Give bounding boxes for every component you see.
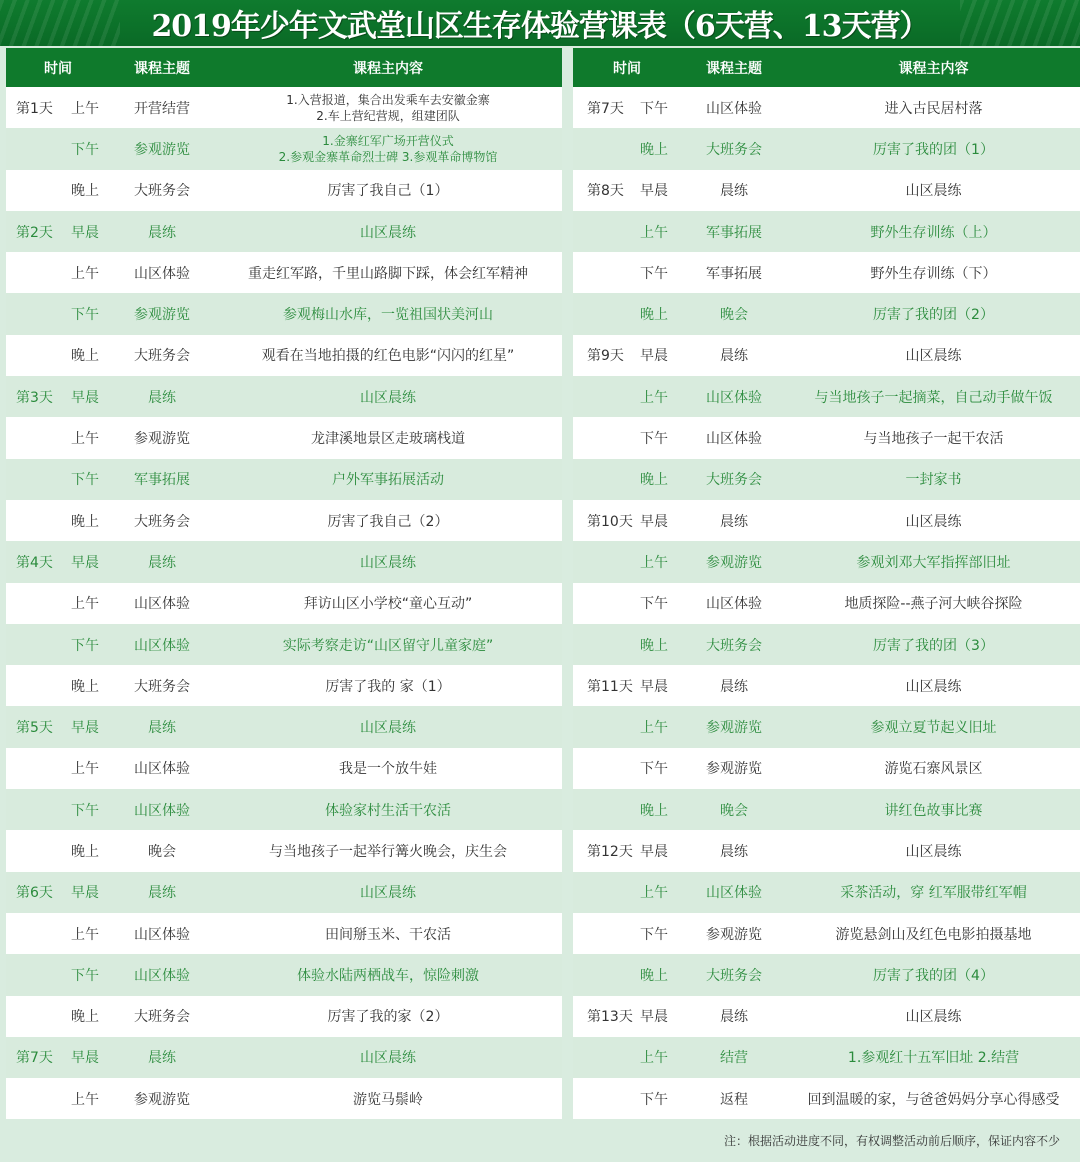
row-day: 第10天 [587,513,633,530]
schedule-table-left [6,48,562,1119]
row-content: 厉害了我的 家（1） [325,678,451,695]
table-row [573,252,1080,293]
row-theme: 参观游览 [706,554,762,571]
row-day: 第9天 [587,348,624,365]
header-content: 课程主内容 [898,60,969,77]
title-banner [0,0,1080,46]
table-row [573,541,1080,582]
row-theme: 军事拓展 [706,224,762,241]
header-time: 时间 [44,60,72,77]
row-theme: 晨练 [720,843,748,860]
row-period: 早晨 [71,1050,99,1067]
row-content: 观看在当地拍摄的红色电影“闪闪的红星” [261,348,515,365]
table-body [6,87,562,1119]
row-theme: 晨练 [148,720,176,737]
row-theme: 大班务会 [134,678,190,695]
table-row [6,830,562,871]
row-period: 早晨 [71,224,99,241]
row-theme: 山区体验 [134,802,190,819]
row-content: 山区晨练 [905,843,962,860]
row-theme: 山区体验 [134,265,190,282]
row-theme: 山区体验 [706,596,762,613]
table-row [573,748,1080,789]
row-period: 上午 [71,1091,99,1108]
table-header [6,48,562,87]
row-content: 体验水陆两栖战车，惊险刺激 [297,967,479,984]
row-content: 厉害了我自己（2） [327,513,449,530]
row-period: 早晨 [640,1009,668,1026]
row-theme: 晨练 [720,678,748,695]
row-period: 晚上 [640,141,668,158]
row-theme: 山区体验 [134,637,190,654]
row-period: 下午 [71,307,99,324]
schedule-table-right [573,48,1080,1119]
row-content: 拜访山区小学校“童心互动” [303,596,473,613]
row-content: 山区晨练 [360,1050,416,1067]
table-row [573,1078,1080,1119]
row-theme: 军事拓展 [134,472,190,489]
row-period: 上午 [71,431,99,448]
row-theme: 大班务会 [706,967,762,984]
row-theme: 返程 [720,1091,748,1108]
row-content: 参观立夏节起义旧址 [870,720,997,737]
row-content: 厉害了我的团（3） [873,637,994,654]
table-row [6,624,562,665]
table-row [573,1037,1080,1078]
row-period: 上午 [71,265,99,282]
row-theme: 晨练 [148,885,176,902]
row-period: 晚上 [71,513,99,530]
row-content: 山区晨练 [360,554,416,571]
table-row [573,459,1080,500]
row-period: 下午 [640,926,668,943]
row-theme: 参观游览 [706,761,762,778]
row-period: 下午 [640,100,668,117]
row-content-line: 2.车上营纪营规，组建团队 [316,108,460,123]
table-row [573,170,1080,211]
row-theme: 山区体验 [134,926,190,943]
row-content: 厉害了我的团（1） [873,141,994,158]
row-content: 山区晨练 [360,224,416,241]
row-period: 上午 [640,1050,668,1067]
row-content: 山区晨练 [905,678,962,695]
header-content: 课程主内容 [353,60,423,77]
row-content: 与当地孩子一起干农活 [863,431,1004,448]
page-title: 2019年少年文武堂山区生存体验营课表（6天营、13天营） [151,9,929,44]
row-period: 早晨 [640,513,668,530]
table-row [6,706,562,747]
row-content: 游览石寨风景区 [884,761,983,778]
table-row [573,500,1080,541]
row-content: 山区晨练 [905,1009,962,1026]
row-theme: 晨练 [148,389,176,406]
table-row [6,128,562,169]
table-row [573,376,1080,417]
table-row [6,541,562,582]
row-theme: 大班务会 [134,513,190,530]
row-day: 第2天 [16,224,53,241]
row-theme: 晨练 [148,224,176,241]
row-content: 我是一个放牛娃 [339,761,437,778]
row-content: 地质探险--燕子河大峡谷探险 [844,596,1023,613]
row-theme: 山区体验 [706,100,762,117]
row-period: 早晨 [640,678,668,695]
row-day: 第11天 [587,678,633,695]
row-content: 体验家村生活干农活 [325,802,451,819]
row-period: 晚上 [640,307,668,324]
row-theme: 晚会 [720,307,748,324]
table-row [6,872,562,913]
row-theme: 结营 [720,1050,748,1067]
row-content: 山区晨练 [905,348,962,365]
row-period: 下午 [71,637,99,654]
row-period: 上午 [71,100,99,117]
row-content: 游览马鬃岭 [353,1091,423,1108]
table-row [6,170,562,211]
row-content: 野外生存训练（上） [870,224,997,241]
row-content: 参观刘邓大军指挥部旧址 [856,554,1011,571]
table-row [6,996,562,1037]
row-period: 下午 [71,802,99,819]
row-period: 下午 [71,967,99,984]
row-theme: 参观游览 [134,431,190,448]
row-content: 田间掰玉米、干农活 [325,926,451,943]
row-content: 游览悬剑山及红色电影拍摄基地 [835,926,1032,943]
table-row [573,211,1080,252]
row-theme: 大班务会 [706,141,762,158]
row-period: 上午 [640,885,668,902]
row-content: 山区晨练 [360,720,416,737]
row-theme: 参观游览 [706,720,762,737]
row-theme: 山区体验 [706,431,762,448]
table-row [6,335,562,376]
row-theme: 大班务会 [134,183,190,200]
footnote: 注：根据活动进度不同，有权调整活动前后顺序，保证内容不少 [723,1134,1060,1148]
row-content: 一封家书 [905,472,962,489]
table-row [6,954,562,995]
row-theme: 晨练 [148,554,176,571]
row-content: 厉害了我的家（2） [327,1009,449,1026]
row-period: 下午 [640,596,668,613]
row-content: 厉害了我自己（1） [327,183,449,200]
row-period: 下午 [640,761,668,778]
row-day: 第12天 [587,843,633,860]
banner-texture [960,0,1080,46]
row-theme: 山区体验 [134,967,190,984]
row-content: 山区晨练 [905,513,962,530]
row-day: 第3天 [16,389,53,406]
row-content-line: 2.参观金寨革命烈士碑 3.参观革命博物馆 [278,149,498,164]
table-row [573,830,1080,871]
row-period: 上午 [640,389,668,406]
row-theme: 山区体验 [134,596,190,613]
row-content [214,133,562,165]
row-content: 山区晨练 [360,885,416,902]
row-period: 晚上 [640,802,668,819]
row-content: 采茶活动，穿 红军服带红军帽 [840,885,1027,902]
row-content: 与当地孩子一起摘菜，自己动手做午饭 [814,389,1053,406]
row-period: 晚上 [71,1009,99,1026]
row-period: 上午 [71,926,99,943]
row-content: 讲红色故事比赛 [884,802,983,819]
table-row [6,459,562,500]
table-row [573,996,1080,1037]
table-row [6,211,562,252]
row-theme: 山区体验 [706,389,762,406]
row-content: 野外生存训练（下） [870,265,997,282]
table-row [6,252,562,293]
row-day: 第7天 [587,100,624,117]
table-row [6,87,562,128]
table-row [573,665,1080,706]
table-row [6,583,562,624]
row-period: 早晨 [71,885,99,902]
header-time: 时间 [613,60,641,77]
table-row [6,417,562,458]
table-row [6,1078,562,1119]
row-theme: 大班务会 [134,348,190,365]
row-day: 第4天 [16,554,53,571]
row-content [214,92,562,124]
row-content: 回到温暖的家，与爸爸妈妈分享心得感受 [807,1091,1060,1108]
row-content: 厉害了我的团（2） [873,307,994,324]
table-row [573,128,1080,169]
row-theme: 大班务会 [134,1009,190,1026]
row-theme: 参观游览 [706,926,762,943]
row-content: 1.参观红十五军旧址 2.结营 [847,1050,1020,1067]
row-period: 上午 [71,596,99,613]
banner-texture [0,0,120,46]
row-period: 下午 [71,472,99,489]
row-period: 早晨 [640,843,668,860]
table-header [573,48,1080,87]
row-period: 早晨 [640,348,668,365]
row-day: 第1天 [16,100,53,117]
table-row [573,417,1080,458]
row-period: 上午 [640,224,668,241]
row-day: 第5天 [16,720,53,737]
row-period: 晚上 [71,348,99,365]
table-row [573,789,1080,830]
row-theme: 晨练 [720,348,748,365]
row-content: 山区晨练 [905,183,962,200]
table-row [573,624,1080,665]
row-theme: 大班务会 [706,472,762,489]
table-row [573,335,1080,376]
row-theme: 晚会 [148,843,176,860]
table-body [573,87,1080,1119]
header-theme: 课程主题 [134,60,190,77]
row-theme: 晚会 [720,802,748,819]
row-content-line: 1.入营报道，集合出发乘车去安徽金寨 [286,92,490,107]
row-theme: 军事拓展 [706,265,762,282]
row-content: 实际考察走访“山区留守儿童家庭” [282,637,494,654]
row-period: 晚上 [640,967,668,984]
table-row [6,293,562,334]
row-day: 第6天 [16,885,53,902]
row-theme: 参观游览 [134,307,190,324]
row-period: 晚上 [640,637,668,654]
row-theme: 山区体验 [134,761,190,778]
row-period: 下午 [640,1091,668,1108]
row-period: 晚上 [71,183,99,200]
row-theme: 大班务会 [706,637,762,654]
row-theme: 晨练 [720,1009,748,1026]
row-theme: 晨练 [148,1050,176,1067]
header-theme: 课程主题 [706,60,762,77]
table-row [6,748,562,789]
row-theme: 晨练 [720,513,748,530]
table-row [573,954,1080,995]
row-theme: 晨练 [720,183,748,200]
table-row [573,913,1080,954]
row-period: 晚上 [71,843,99,860]
row-period: 上午 [640,554,668,571]
row-period: 晚上 [640,472,668,489]
table-row [6,1037,562,1078]
row-content: 龙津溪地景区走玻璃栈道 [311,431,465,448]
table-row [6,913,562,954]
row-period: 晚上 [71,678,99,695]
row-period: 早晨 [71,554,99,571]
row-theme: 参观游览 [134,141,190,158]
row-period: 早晨 [71,720,99,737]
table-row [6,500,562,541]
table-row [6,376,562,417]
row-period: 上午 [640,720,668,737]
row-content: 山区晨练 [360,389,416,406]
row-content: 厉害了我的团（4） [873,967,994,984]
table-row [573,293,1080,334]
row-day: 第7天 [16,1050,53,1067]
row-content: 与当地孩子一起举行篝火晚会，庆生会 [269,843,507,860]
row-theme: 开营结营 [134,100,190,117]
row-day: 第13天 [587,1009,633,1026]
row-period: 早晨 [640,183,668,200]
table-row [6,665,562,706]
row-period: 下午 [71,141,99,158]
table-row [573,583,1080,624]
table-row [573,87,1080,128]
row-period: 上午 [71,761,99,778]
row-period: 早晨 [71,389,99,406]
table-row [6,789,562,830]
row-theme: 参观游览 [134,1091,190,1108]
row-content: 重走红军路，千里山路脚下踩，体会红军精神 [248,265,528,282]
row-theme: 山区体验 [706,885,762,902]
row-period: 下午 [640,265,668,282]
row-content: 户外军事拓展活动 [332,472,444,489]
row-content-line: 1.金寨红军广场开营仪式 [322,133,454,148]
row-day: 第8天 [587,183,624,200]
row-period: 下午 [640,431,668,448]
row-content: 参观梅山水库，一览祖国状美河山 [283,307,493,324]
row-content: 进入古民居村落 [884,100,983,117]
table-row [573,872,1080,913]
table-row [573,706,1080,747]
